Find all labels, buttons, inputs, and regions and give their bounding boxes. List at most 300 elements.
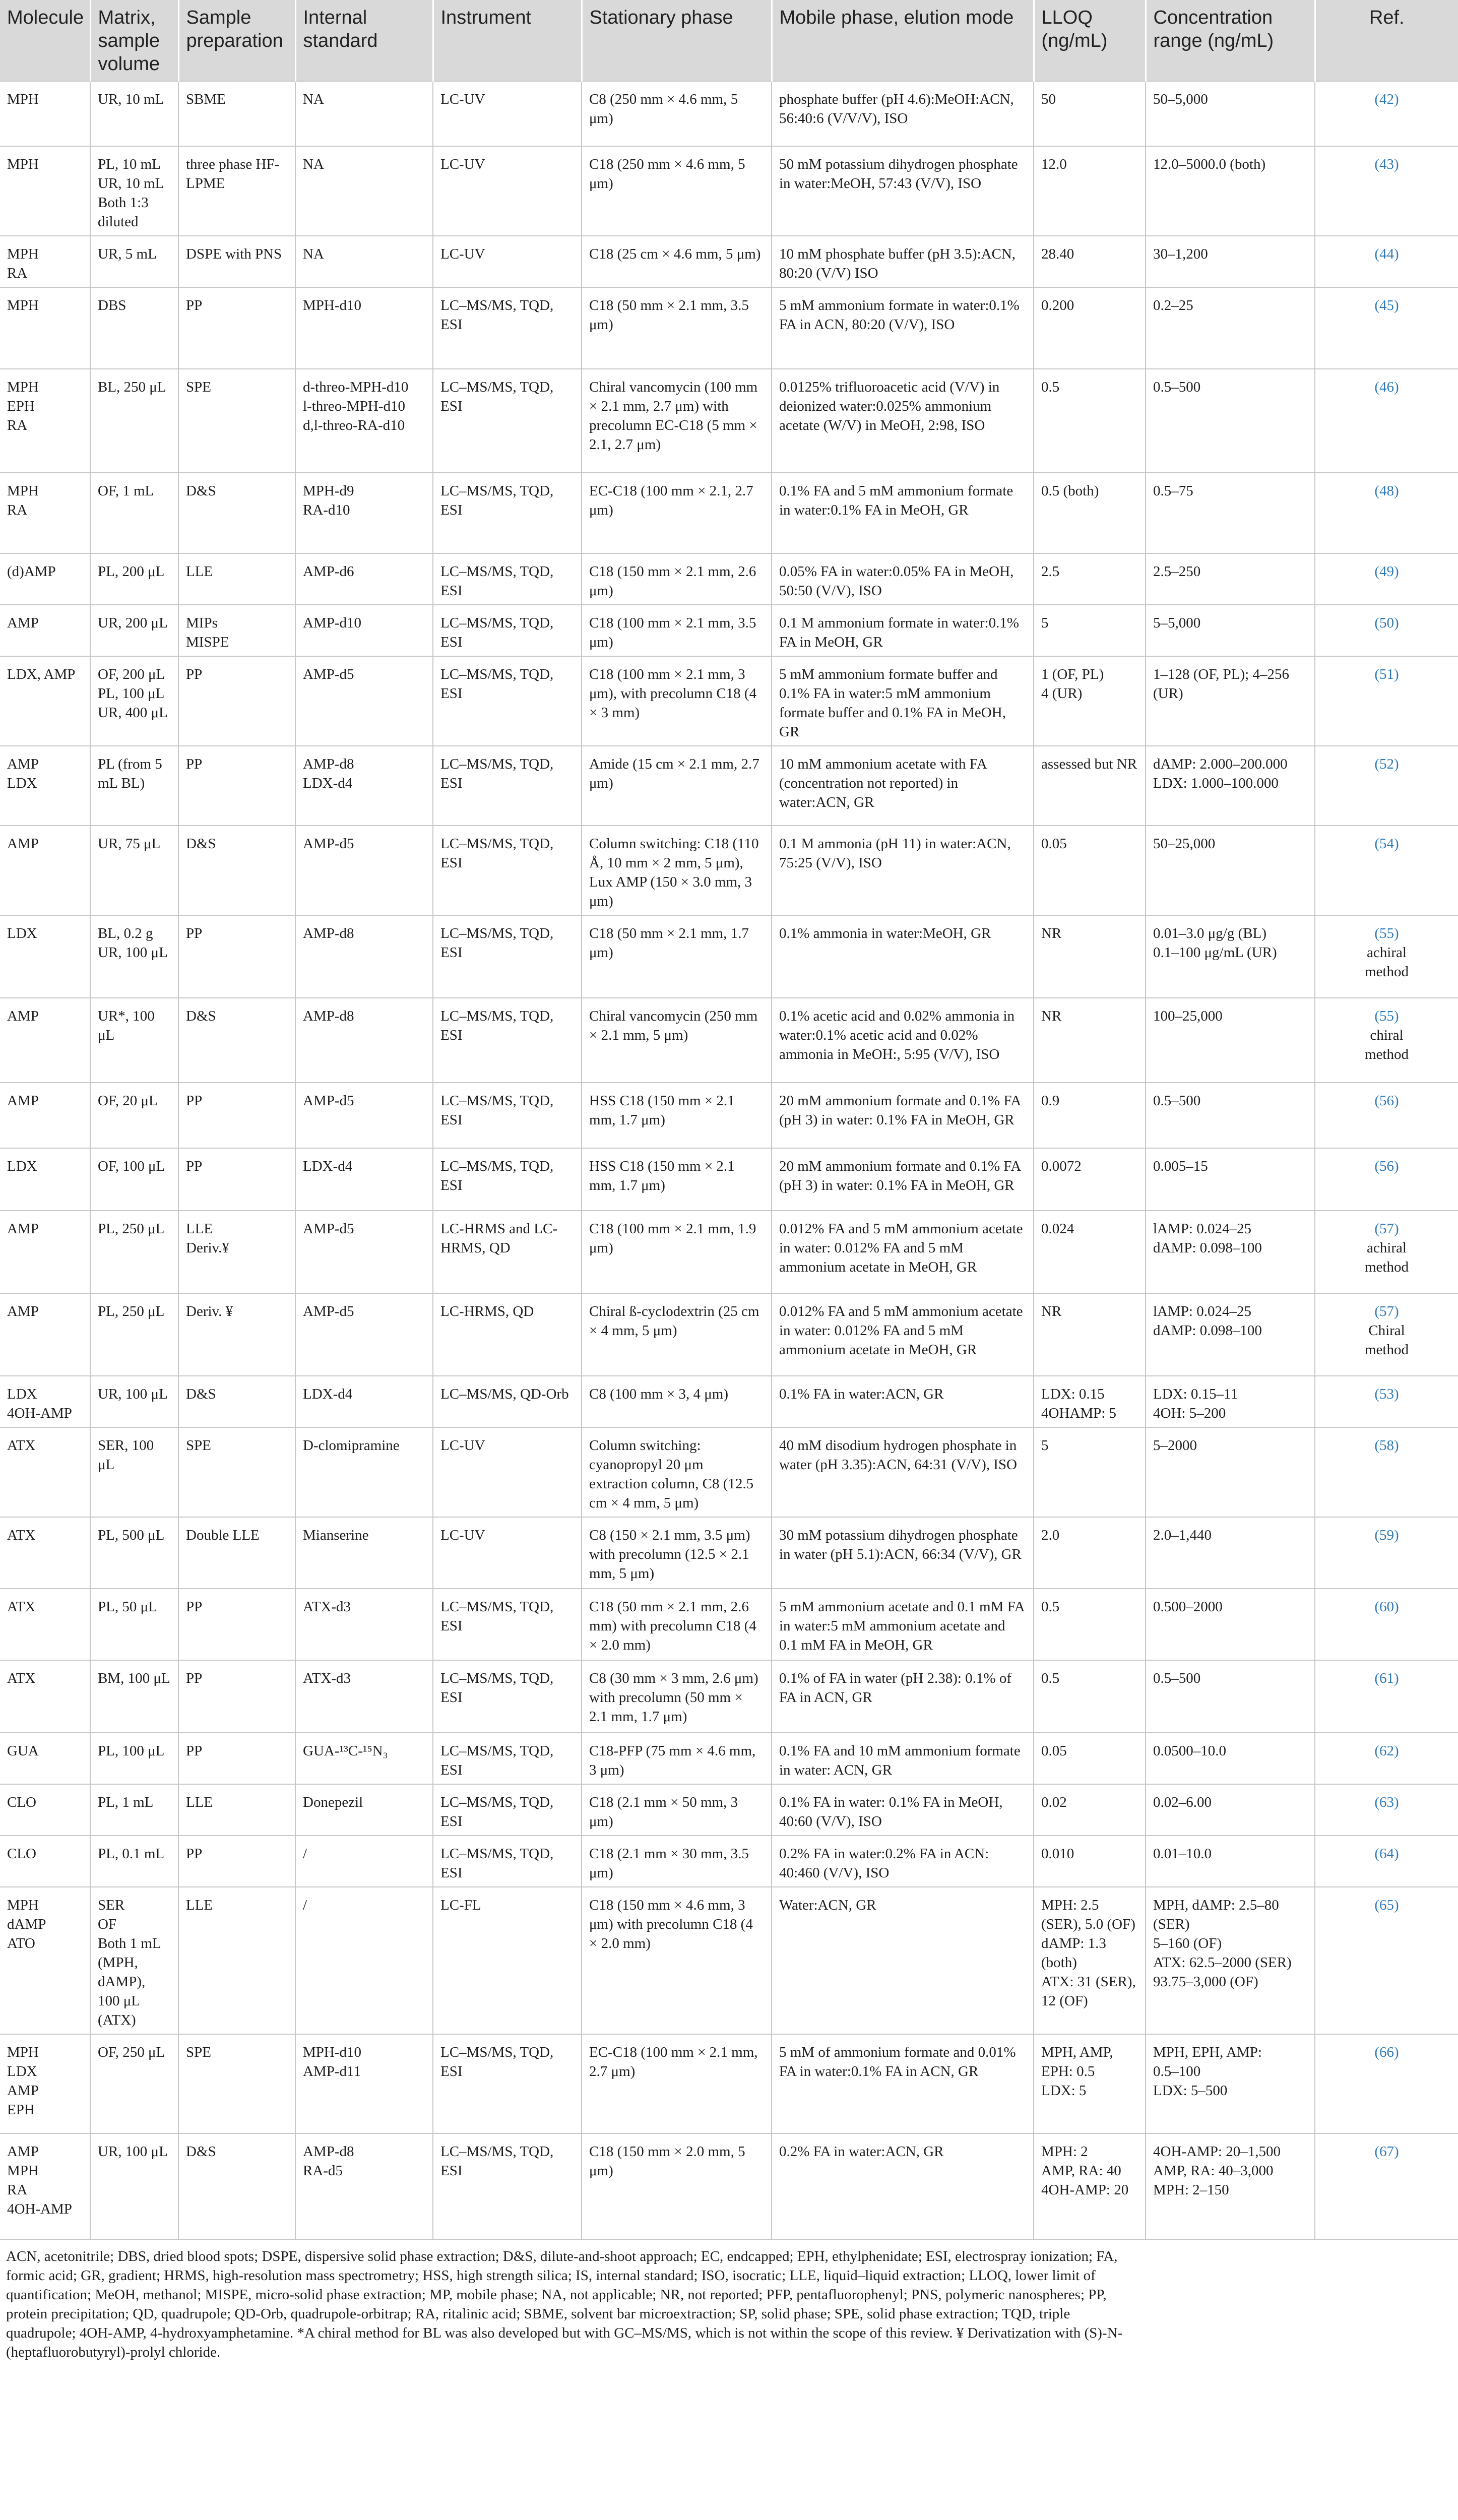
- mobile-phase-cell: [772, 746, 1034, 826]
- cell-line: LC–MS/MS, TQD, ESI: [440, 297, 554, 333]
- table-row: [0, 1589, 1458, 1660]
- cell-line: LC–MS/MS, TQD, ESI: [440, 756, 554, 791]
- cell-line: AMP-d5: [303, 1303, 354, 1319]
- cell-line: Both 1 mL: [98, 1935, 161, 1951]
- cell-line: LC–MS/MS, TQD, ESI: [440, 1599, 554, 1634]
- reference-link[interactable]: (65): [1374, 1897, 1399, 1913]
- cell-line: 5: [1041, 615, 1049, 631]
- lloq-cell: [1034, 1376, 1146, 1427]
- cell-line: 4 (UR): [1041, 685, 1083, 702]
- matrix-cell: [90, 1083, 178, 1148]
- table-row: [0, 1427, 1458, 1517]
- reference-link[interactable]: (63): [1374, 1794, 1399, 1810]
- cell-line: 0.05% FA in water:0.05% FA in MeOH, 50:50 (V/V), ISO: [779, 563, 1014, 599]
- reference-link[interactable]: (43): [1374, 156, 1399, 172]
- reference-link[interactable]: (50): [1374, 615, 1399, 631]
- header-concentration-range: Concentration range (ng/mL): [1146, 0, 1315, 81]
- cell-line: LC–MS/MS, TQD, ESI: [440, 1158, 554, 1193]
- cell-line: 0.5: [1041, 379, 1060, 395]
- cell-line: D&S: [186, 1386, 216, 1402]
- concentration-range-cell: [1146, 1517, 1315, 1589]
- cell-line: LC–MS/MS, TQD, ESI: [440, 1743, 554, 1778]
- mobile-phase-cell: [772, 1517, 1034, 1589]
- reference-link[interactable]: (67): [1374, 2144, 1399, 2160]
- internal-standard-cell: [295, 915, 433, 998]
- cell-line: 0.2–25: [1153, 297, 1193, 313]
- table-row: [0, 1733, 1458, 1784]
- cell-line: C18 (2.1 mm × 50 mm, 3 μm): [589, 1794, 738, 1830]
- cell-line: CLO: [7, 1846, 36, 1862]
- reference-link[interactable]: (52): [1374, 756, 1399, 772]
- reference-link[interactable]: (46): [1374, 379, 1399, 395]
- cell-line: 0.005–15: [1153, 1158, 1208, 1174]
- sample-prep-cell: [178, 1427, 295, 1517]
- matrix-cell: [90, 1427, 178, 1517]
- cell-line: 5: [1041, 1437, 1049, 1454]
- sample-prep-cell: [178, 1083, 295, 1148]
- ref-note: method: [1365, 1259, 1409, 1275]
- sample-prep-cell: [178, 236, 295, 287]
- header-ref: Ref.: [1315, 0, 1458, 81]
- cell-line: OF, 250 μL: [98, 2044, 165, 2060]
- cell-line: phosphate buffer (pH 4.6):MeOH:ACN, 56:40:6 (V/V/V), ISO: [779, 91, 1014, 127]
- concentration-range-cell: [1146, 998, 1315, 1083]
- cell-line: l-threo-MPH-d10: [303, 398, 405, 414]
- internal-standard-cell: [295, 1836, 433, 1887]
- table-row: [0, 915, 1458, 998]
- stationary-phase-cell: [582, 81, 772, 146]
- cell-line: UR, 200 μL: [98, 615, 168, 631]
- sample-prep-cell: [178, 1784, 295, 1836]
- reference-link[interactable]: (58): [1374, 1437, 1399, 1454]
- reference-link[interactable]: (55): [1374, 1008, 1399, 1024]
- cell-line: LLE: [186, 1221, 213, 1237]
- sample-prep-cell: [178, 826, 295, 915]
- sample-prep-cell: [178, 1589, 295, 1660]
- cell-line: PL, 0.1 mL: [98, 1846, 165, 1862]
- footnote-line: quadrupole; 4OH-AMP, 4-hydroxyamphetamine. *A chiral method for BL was also developed but with GC–MS/MS, which is not within the scope of this review. ¥ Derivatization with (S)-N-: [6, 2325, 1123, 2341]
- cell-line: LC–MS/MS, TQD, ESI: [440, 483, 554, 518]
- instrument-cell: [433, 1733, 582, 1784]
- table-row: [0, 1211, 1458, 1293]
- cell-line: MISPE: [186, 634, 229, 650]
- cell-line: C8 (30 mm × 3 mm, 2.6 μm) with precolumn (50 mm × 2.1 mm, 1.7 μm): [589, 1670, 758, 1725]
- table-body: [0, 81, 1458, 2239]
- cell-line: BL, 250 μL: [98, 379, 166, 395]
- stationary-phase-cell: [582, 553, 772, 605]
- reference-link[interactable]: (64): [1374, 1846, 1399, 1862]
- table-row: [0, 656, 1458, 746]
- cell-line: LC–MS/MS, QD-Orb: [440, 1386, 569, 1402]
- cell-line: UR, 100 μL: [98, 944, 168, 961]
- cell-line: AMP-d5: [303, 1221, 354, 1237]
- reference-link[interactable]: (60): [1374, 1599, 1399, 1615]
- concentration-range-cell: [1146, 146, 1315, 236]
- cell-line: PP: [186, 756, 203, 772]
- internal-standard-cell: [295, 998, 433, 1083]
- table-row: [0, 553, 1458, 605]
- concentration-range-cell: [1146, 1784, 1315, 1836]
- instrument-cell: [433, 1589, 582, 1660]
- lloq-cell: [1034, 81, 1146, 146]
- footnote-line: ACN, acetonitrile; DBS, dried blood spots; DSPE, dispersive solid phase extraction; D&S, dilute-and-shoot approach; EC, endcapped; EPH, ethylphenidate; ESI, electrospray ionization; FA,: [6, 2248, 1118, 2264]
- table-row: [0, 287, 1458, 369]
- cell-line: PP: [186, 1599, 203, 1615]
- cell-line: 0.1% FA and 10 mM ammonium formate in water: ACN, GR: [779, 1743, 1021, 1778]
- molecule-cell: [0, 998, 90, 1083]
- cell-line: RA: [7, 265, 28, 281]
- table-row: [0, 746, 1458, 826]
- ref-cell: [1315, 473, 1458, 553]
- matrix-cell: [90, 1836, 178, 1887]
- reference-link[interactable]: (45): [1374, 297, 1399, 313]
- cell-line: 0.1–100 μg/mL (UR): [1153, 944, 1277, 961]
- cell-line: Double LLE: [186, 1527, 260, 1543]
- header-sample-preparation: Sample preparation: [178, 0, 295, 81]
- cell-line: MPH, AMP,: [1041, 2044, 1113, 2060]
- cell-line: 0.500–2000: [1153, 1599, 1223, 1615]
- internal-standard-cell: [295, 1376, 433, 1427]
- cell-line: PL, 100 μL: [98, 1743, 165, 1759]
- cell-line: MPH: [7, 91, 39, 107]
- table-row: [0, 605, 1458, 656]
- cell-line: Column switching: cyanopropyl 20 μm extraction column, C8 (12.5 cm × 4 mm, 5 μm): [589, 1437, 754, 1511]
- cell-line: MPH-d10: [303, 2044, 362, 2060]
- table-row: [0, 81, 1458, 146]
- reference-link[interactable]: (62): [1374, 1743, 1399, 1759]
- ref-cell: [1315, 1083, 1458, 1148]
- instrument-cell: [433, 1887, 582, 2034]
- ref-note: chiral: [1370, 1027, 1404, 1043]
- cell-line: PL (from 5 mL BL): [98, 756, 162, 791]
- reference-link[interactable]: (42): [1374, 91, 1399, 107]
- cell-line: MPH: [7, 156, 39, 172]
- mobile-phase-cell: [772, 1660, 1034, 1733]
- lloq-cell: [1034, 915, 1146, 998]
- header-matrix: Matrix, sample volume: [90, 0, 178, 81]
- stationary-phase-cell: [582, 1836, 772, 1887]
- cell-line: SER: [98, 1897, 125, 1913]
- concentration-range-cell: [1146, 1148, 1315, 1211]
- cell-line: PL, 10 mL: [98, 156, 161, 172]
- sample-prep-cell: [178, 605, 295, 656]
- internal-standard-cell: [295, 369, 433, 473]
- lloq-cell: [1034, 656, 1146, 746]
- matrix-cell: [90, 1660, 178, 1733]
- cell-line: SPE: [186, 379, 211, 395]
- cell-line: ATX: 62.5–2000 (SER): [1153, 1955, 1292, 1971]
- cell-line: 0.5–500: [1153, 379, 1201, 395]
- molecule-cell: [0, 1083, 90, 1148]
- cell-line: d-threo-MPH-d10: [303, 379, 409, 395]
- instrument-cell: [433, 553, 582, 605]
- internal-standard-cell: [295, 605, 433, 656]
- cell-line: LC–MS/MS, TQD, ESI: [440, 563, 554, 599]
- reference-link[interactable]: (53): [1374, 1386, 1399, 1402]
- molecule-cell: [0, 1293, 90, 1376]
- cell-line: 0.010: [1041, 1846, 1074, 1862]
- ref-cell: [1315, 998, 1458, 1083]
- cell-line: PL, 100 μL: [98, 685, 165, 702]
- mobile-phase-cell: [772, 146, 1034, 236]
- cell-line: LLE: [186, 1897, 213, 1913]
- cell-line: D&S: [186, 836, 216, 852]
- instrument-cell: [433, 1148, 582, 1211]
- cell-line: 4OH-AMP: 20–1,500: [1153, 2144, 1281, 2160]
- cell-line: PL, 1 mL: [98, 1794, 154, 1810]
- lloq-cell: [1034, 1660, 1146, 1733]
- cell-line: ATX: 31 (SER),: [1041, 1974, 1136, 1990]
- cell-line: MPH: [7, 1897, 39, 1913]
- molecule-cell: [0, 1660, 90, 1733]
- cell-line: OF, 1 mL: [98, 483, 154, 499]
- internal-standard-cell: [295, 473, 433, 553]
- cell-line: AMP: [7, 615, 39, 631]
- ref-note: method: [1365, 964, 1409, 980]
- ref-cell: [1315, 656, 1458, 746]
- cell-line: AMP-d6: [303, 563, 354, 580]
- cell-line: PP: [186, 1670, 203, 1686]
- instrument-cell: [433, 1083, 582, 1148]
- cell-line: PP: [186, 925, 203, 941]
- cell-line: AMP-d8: [303, 2144, 354, 2160]
- lloq-cell: [1034, 746, 1146, 826]
- cell-line: 30 mM potassium dihydrogen phosphate in water (pH 5.1):ACN, 66:34 (V/V), GR: [779, 1527, 1022, 1562]
- lloq-cell: [1034, 605, 1146, 656]
- cell-line: /: [303, 1846, 307, 1862]
- cell-line: AMP-d8: [303, 1008, 354, 1024]
- cell-line: LC–MS/MS, TQD, ESI: [440, 1794, 554, 1830]
- table-row: [0, 998, 1458, 1083]
- cell-line: AMP-d5: [303, 1093, 354, 1109]
- cell-line: AMP: [7, 1008, 39, 1024]
- cell-line: 0.0500–10.0: [1153, 1743, 1226, 1759]
- footnote-line: formic acid; GR, gradient; HRMS, high-resolution mass spectrometry; HSS, high strength silica; IS, internal standard; ISO, isocratic; LLE, liquid–liquid extraction; LLOQ, lower limit of: [6, 2267, 1096, 2284]
- cell-line: LC–MS/MS, TQD, ESI: [440, 1670, 554, 1706]
- concentration-range-cell: [1146, 1887, 1315, 2034]
- cell-line: 0.5–500: [1153, 1670, 1201, 1686]
- molecule-cell: [0, 1887, 90, 2034]
- cell-line: NR: [1041, 1303, 1062, 1319]
- table-row: [0, 826, 1458, 915]
- cell-line: SPE: [186, 2044, 211, 2060]
- ref-cell: [1315, 1589, 1458, 1660]
- cell-line: 0.5: [1041, 1599, 1060, 1615]
- cell-line: NA: [303, 156, 324, 172]
- cell-line: 0.5–500: [1153, 1093, 1201, 1109]
- cell-line: LC–MS/MS, TQD, ESI: [440, 1846, 554, 1881]
- cell-line: C18 (150 mm × 4.6 mm, 3 μm) with precolumn C18 (4 × 2.0 mm): [589, 1897, 753, 1951]
- instrument-cell: [433, 1836, 582, 1887]
- stationary-phase-cell: [582, 1148, 772, 1211]
- cell-line: dAMP: [7, 1916, 46, 1932]
- cell-line: C18-PFP (75 mm × 4.6 mm, 3 μm): [589, 1743, 756, 1778]
- concentration-range-cell: [1146, 369, 1315, 473]
- stationary-phase-cell: [582, 369, 772, 473]
- cell-line: AMP-d11: [303, 2063, 361, 2080]
- reference-link[interactable]: (49): [1374, 563, 1399, 580]
- cell-line: MPH: [7, 379, 39, 395]
- matrix-cell: [90, 81, 178, 146]
- cell-line: C8 (150 × 2.1 mm, 3.5 μm) with precolumn (12.5 × 2.1 mm, 5 μm): [589, 1527, 750, 1582]
- cell-line: D&S: [186, 1008, 216, 1024]
- cell-line: LC–MS/MS, TQD, ESI: [440, 2044, 554, 2080]
- stationary-phase-cell: [582, 287, 772, 369]
- ref-cell: [1315, 605, 1458, 656]
- ref-cell: [1315, 1427, 1458, 1517]
- reference-link[interactable]: (48): [1374, 483, 1399, 499]
- concentration-range-cell: [1146, 1660, 1315, 1733]
- cell-line: Chiral vancomycin (100 mm × 2.1 mm, 2.7 μm) with precolumn EC-C18 (5 mm × 2.1, 2.7 μm): [589, 379, 758, 453]
- reference-link[interactable]: (57): [1374, 1221, 1399, 1237]
- sample-prep-cell: [178, 915, 295, 998]
- concentration-range-cell: [1146, 1293, 1315, 1376]
- cell-line: LC-FL: [440, 1897, 481, 1913]
- molecule-cell: [0, 81, 90, 146]
- sample-prep-cell: [178, 2133, 295, 2239]
- reference-link[interactable]: (61): [1374, 1670, 1399, 1686]
- matrix-cell: [90, 1733, 178, 1784]
- stationary-phase-cell: [582, 915, 772, 998]
- stationary-phase-cell: [582, 746, 772, 826]
- cell-line: UR, 75 μL: [98, 836, 161, 852]
- mobile-phase-cell: [772, 998, 1034, 1083]
- reference-link[interactable]: (57): [1374, 1303, 1399, 1319]
- cell-line: 0.012% FA and 5 mM ammonium acetate in water: 0.012% FA and 5 mM ammonium acetate in MeOH, GR: [779, 1303, 1023, 1358]
- reference-link[interactable]: (56): [1374, 1093, 1399, 1109]
- ref-cell: [1315, 2034, 1458, 2133]
- lloq-cell: [1034, 2034, 1146, 2133]
- cell-line: lAMP: 0.024–25: [1153, 1303, 1251, 1319]
- reference-link[interactable]: (66): [1374, 2044, 1399, 2060]
- cell-line: 5–5,000: [1153, 615, 1201, 631]
- molecule-cell: [0, 1148, 90, 1211]
- cell-line: C8 (100 mm × 3, 4 μm): [589, 1386, 728, 1402]
- cell-line: 0.05: [1041, 1743, 1067, 1759]
- cell-line: 50 mM potassium dihydrogen phosphate in water:MeOH, 57:43 (V/V), ISO: [779, 156, 1018, 192]
- matrix-cell: [90, 146, 178, 236]
- matrix-cell: [90, 746, 178, 826]
- lloq-cell: [1034, 826, 1146, 915]
- instrument-cell: [433, 746, 582, 826]
- concentration-range-cell: [1146, 605, 1315, 656]
- molecule-cell: [0, 1211, 90, 1293]
- table-header-row: [0, 0, 1458, 81]
- sample-prep-cell: [178, 656, 295, 746]
- cell-line: Deriv. ¥: [186, 1303, 233, 1319]
- cell-line: 40 mM disodium hydrogen phosphate in water (pH 3.35):ACN, 64:31 (V/V), ISO: [779, 1437, 1017, 1473]
- cell-line: AMP: [7, 836, 39, 852]
- lloq-cell: [1034, 473, 1146, 553]
- cell-line: 100 μL (ATX): [98, 1993, 140, 2028]
- cell-line: Mianserine: [303, 1527, 369, 1543]
- molecule-cell: [0, 369, 90, 473]
- stationary-phase-cell: [582, 605, 772, 656]
- internal-standard-cell: [295, 656, 433, 746]
- concentration-range-cell: [1146, 1589, 1315, 1660]
- cell-line: OF, 20 μL: [98, 1093, 158, 1109]
- cell-line: SBME: [186, 91, 226, 107]
- sample-prep-cell: [178, 1211, 295, 1293]
- mobile-phase-cell: [772, 1784, 1034, 1836]
- sample-prep-cell: [178, 473, 295, 553]
- cell-line: PP: [186, 666, 203, 682]
- instrument-cell: [433, 915, 582, 998]
- cell-line: 0.1% FA and 5 mM ammonium formate in water:0.1% FA in MeOH, GR: [779, 483, 1013, 518]
- header-internal-standard: Internal standard: [295, 0, 433, 81]
- cell-line: HSS C18 (150 mm × 2.1 mm, 1.7 μm): [589, 1093, 735, 1128]
- stationary-phase-cell: [582, 1784, 772, 1836]
- ref-cell: [1315, 146, 1458, 236]
- cell-line: 100–25,000: [1153, 1008, 1223, 1024]
- cell-line: ATX: [7, 1437, 36, 1454]
- cell-line: 1 (OF, PL): [1041, 666, 1104, 682]
- reference-link[interactable]: (51): [1374, 666, 1399, 682]
- table-footnote: [0, 2240, 1458, 2362]
- internal-standard-cell: [295, 1083, 433, 1148]
- cell-line: AMP-d10: [303, 615, 362, 631]
- cell-line: MPH: [7, 483, 39, 499]
- ref-cell: [1315, 2133, 1458, 2239]
- lloq-cell: [1034, 146, 1146, 236]
- cell-line: LDX: [7, 925, 37, 941]
- concentration-range-cell: [1146, 473, 1315, 553]
- internal-standard-cell: [295, 1148, 433, 1211]
- sample-prep-cell: [178, 81, 295, 146]
- cell-line: C18 (100 mm × 2.1 mm, 3.5 μm): [589, 615, 756, 650]
- cell-line: MPH: [7, 246, 39, 262]
- cell-line: 4OHAMP: 5: [1041, 1405, 1117, 1421]
- cell-line: AMP-d8: [303, 925, 354, 941]
- cell-line: LDX-d4: [303, 775, 353, 791]
- cell-line: NR: [1041, 1008, 1062, 1024]
- cell-line: LDX: [7, 775, 37, 791]
- reference-link[interactable]: (56): [1374, 1158, 1399, 1174]
- cell-line: LDX-d4: [303, 1158, 353, 1174]
- cell-line: DBS: [98, 297, 126, 313]
- molecule-cell: [0, 656, 90, 746]
- mobile-phase-cell: [772, 287, 1034, 369]
- instrument-cell: [433, 2133, 582, 2239]
- table-row: [0, 1376, 1458, 1427]
- ref-cell: [1315, 1733, 1458, 1784]
- cell-line: GUA-¹³C-¹⁵N₃: [303, 1743, 388, 1759]
- cell-line: 0.1% of FA in water (pH 2.38): 0.1% of FA in ACN, GR: [779, 1670, 1011, 1706]
- cell-line: 0.01–10.0: [1153, 1846, 1212, 1862]
- cell-line: UR*, 100 μL: [98, 1008, 155, 1043]
- cell-line: PP: [186, 297, 203, 313]
- molecule-cell: [0, 1784, 90, 1836]
- cell-line: 0.05: [1041, 836, 1067, 852]
- cell-line: NA: [303, 246, 324, 262]
- matrix-cell: [90, 473, 178, 553]
- reference-link[interactable]: (59): [1374, 1527, 1399, 1543]
- reference-link[interactable]: (55): [1374, 925, 1399, 941]
- table-row: [0, 1836, 1458, 1887]
- cell-line: dAMP: 0.098–100: [1153, 1240, 1262, 1256]
- mobile-phase-cell: [772, 1148, 1034, 1211]
- instrument-cell: [433, 2034, 582, 2133]
- cell-line: 4OH-AMP: [7, 1405, 72, 1421]
- cell-line: LDX: [7, 2063, 37, 2080]
- reference-link[interactable]: (54): [1374, 836, 1399, 852]
- lloq-cell: [1034, 1083, 1146, 1148]
- table-row: [0, 1517, 1458, 1589]
- sample-prep-cell: [178, 2034, 295, 2133]
- molecule-cell: [0, 287, 90, 369]
- reference-link[interactable]: (44): [1374, 246, 1399, 262]
- lloq-cell: [1034, 1427, 1146, 1517]
